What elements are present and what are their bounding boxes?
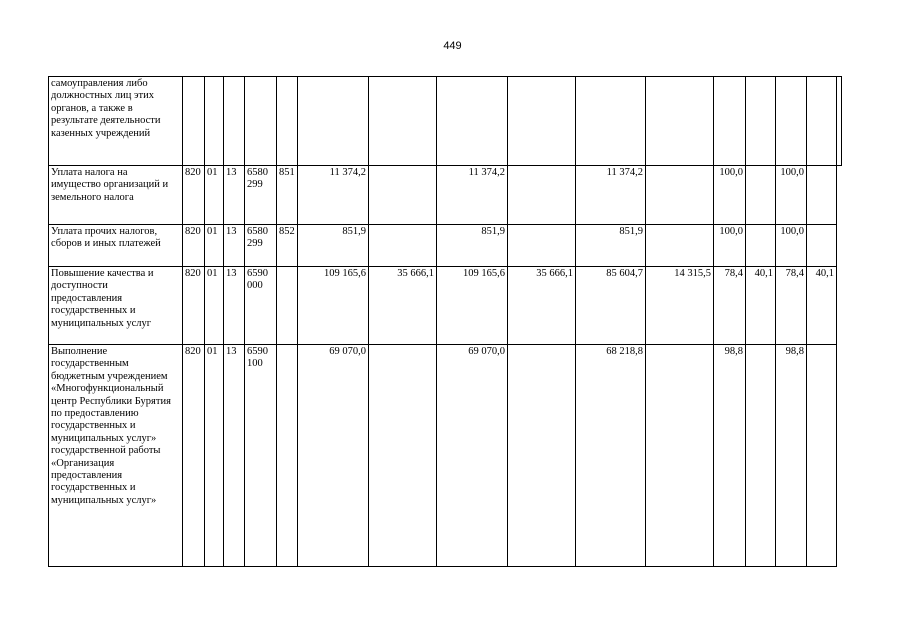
percent-adjusted-subventions-cell <box>807 345 837 567</box>
adjusted-subventions-cell <box>508 166 576 225</box>
row-name-cell: Повышение качества и доступности предоставления государственных и муниципальных услуг <box>49 267 183 345</box>
expense-type-code-cell: 852 <box>277 225 298 267</box>
target-article-code-cell: 6580 299 <box>245 166 277 225</box>
percent-approved-subventions-cell <box>746 77 776 166</box>
podrazdel-code-cell: 13 <box>224 267 245 345</box>
executed-total-cell: 851,9 <box>576 225 646 267</box>
razdel-code-cell: 01 <box>205 345 224 567</box>
percent-adjusted-total-cell: 100,0 <box>776 166 807 225</box>
page-number: 449 <box>443 40 462 52</box>
percent-adjusted-subventions-cell <box>807 225 837 267</box>
table-row <box>49 345 842 567</box>
executed-subventions-cell <box>646 345 714 567</box>
approved-subventions-cell <box>369 166 437 225</box>
target-article-code-cell: 6590 000 <box>245 267 277 345</box>
target-article-code-cell: 6590 100 <box>245 345 277 567</box>
glava-code-cell: 820 <box>183 166 205 225</box>
row-name-cell: Выполнение государственным бюджетным учреждением «Многофункциональный центр Республики Бурятия по предоставлению государственных и муниципальных услуг» государственной работы «Организация предоставления государственных и муниципальных услуг» <box>49 345 183 567</box>
razdel-code-cell: 01 <box>205 267 224 345</box>
razdel-code-cell: 01 <box>205 166 224 225</box>
adjusted-total-cell <box>437 77 508 166</box>
adjusted-subventions-cell <box>508 345 576 567</box>
executed-total-cell: 85 604,7 <box>576 267 646 345</box>
adjusted-total-cell: 11 374,2 <box>437 166 508 225</box>
adjusted-subventions-cell: 35 666,1 <box>508 267 576 345</box>
executed-total-cell: 11 374,2 <box>576 166 646 225</box>
percent-approved-total-cell: 78,4 <box>714 267 746 345</box>
executed-subventions-cell <box>646 225 714 267</box>
approved-total-cell: 851,9 <box>298 225 369 267</box>
percent-approved-total-cell <box>714 77 746 166</box>
table-row <box>49 267 842 345</box>
expense-type-code-cell: 851 <box>277 166 298 225</box>
razdel-code-cell: 01 <box>205 225 224 267</box>
podrazdel-code-cell: 13 <box>224 166 245 225</box>
expense-type-code-cell <box>277 267 298 345</box>
percent-approved-subventions-cell: 40,1 <box>746 267 776 345</box>
razdel-code-cell <box>205 77 224 166</box>
executed-total-cell: 68 218,8 <box>576 345 646 567</box>
glava-code-cell: 820 <box>183 345 205 567</box>
approved-total-cell <box>298 77 369 166</box>
percent-approved-total-cell: 100,0 <box>714 225 746 267</box>
percent-approved-subventions-cell <box>746 166 776 225</box>
percent-adjusted-total-cell <box>776 77 807 166</box>
budget-table <box>48 76 842 567</box>
percent-approved-subventions-cell <box>746 225 776 267</box>
percent-adjusted-subventions-cell <box>807 166 837 225</box>
target-article-code-cell: 6580 299 <box>245 225 277 267</box>
glava-code-cell: 820 <box>183 225 205 267</box>
approved-subventions-cell <box>369 225 437 267</box>
table-row <box>49 166 842 225</box>
podrazdel-code-cell: 13 <box>224 345 245 567</box>
approved-subventions-cell <box>369 77 437 166</box>
expense-type-code-cell <box>277 345 298 567</box>
percent-adjusted-subventions-cell: 40,1 <box>807 267 837 345</box>
executed-subventions-cell <box>646 77 714 166</box>
adjusted-subventions-cell <box>508 77 576 166</box>
approved-total-cell: 69 070,0 <box>298 345 369 567</box>
executed-subventions-cell <box>646 166 714 225</box>
percent-adjusted-total-cell: 78,4 <box>776 267 807 345</box>
approved-subventions-cell: 35 666,1 <box>369 267 437 345</box>
podrazdel-code-cell: 13 <box>224 225 245 267</box>
adjusted-subventions-cell <box>508 225 576 267</box>
table-row <box>49 225 842 267</box>
executed-total-cell <box>576 77 646 166</box>
row-name-cell: самоуправления либо должностных лиц этих органов, а также в результате деятельности казенных учреждений <box>49 77 183 166</box>
glava-code-cell <box>183 77 205 166</box>
percent-adjusted-subventions-cell <box>807 77 837 166</box>
percent-approved-total-cell: 100,0 <box>714 166 746 225</box>
row-name-cell: Уплата налога на имущество организаций и земельного налога <box>49 166 183 225</box>
percent-approved-total-cell: 98,8 <box>714 345 746 567</box>
percent-adjusted-total-cell: 98,8 <box>776 345 807 567</box>
glava-code-cell: 820 <box>183 267 205 345</box>
percent-approved-subventions-cell <box>746 345 776 567</box>
podrazdel-code-cell <box>224 77 245 166</box>
table-row <box>49 77 842 166</box>
target-article-code-cell <box>245 77 277 166</box>
adjusted-total-cell: 851,9 <box>437 225 508 267</box>
expense-type-code-cell <box>277 77 298 166</box>
executed-subventions-cell: 14 315,5 <box>646 267 714 345</box>
approved-total-cell: 109 165,6 <box>298 267 369 345</box>
adjusted-total-cell: 69 070,0 <box>437 345 508 567</box>
adjusted-total-cell: 109 165,6 <box>437 267 508 345</box>
undefined-cell <box>837 77 842 166</box>
row-name-cell: Уплата прочих налогов, сборов и иных платежей <box>49 225 183 267</box>
approved-subventions-cell <box>369 345 437 567</box>
percent-adjusted-total-cell: 100,0 <box>776 225 807 267</box>
approved-total-cell: 11 374,2 <box>298 166 369 225</box>
